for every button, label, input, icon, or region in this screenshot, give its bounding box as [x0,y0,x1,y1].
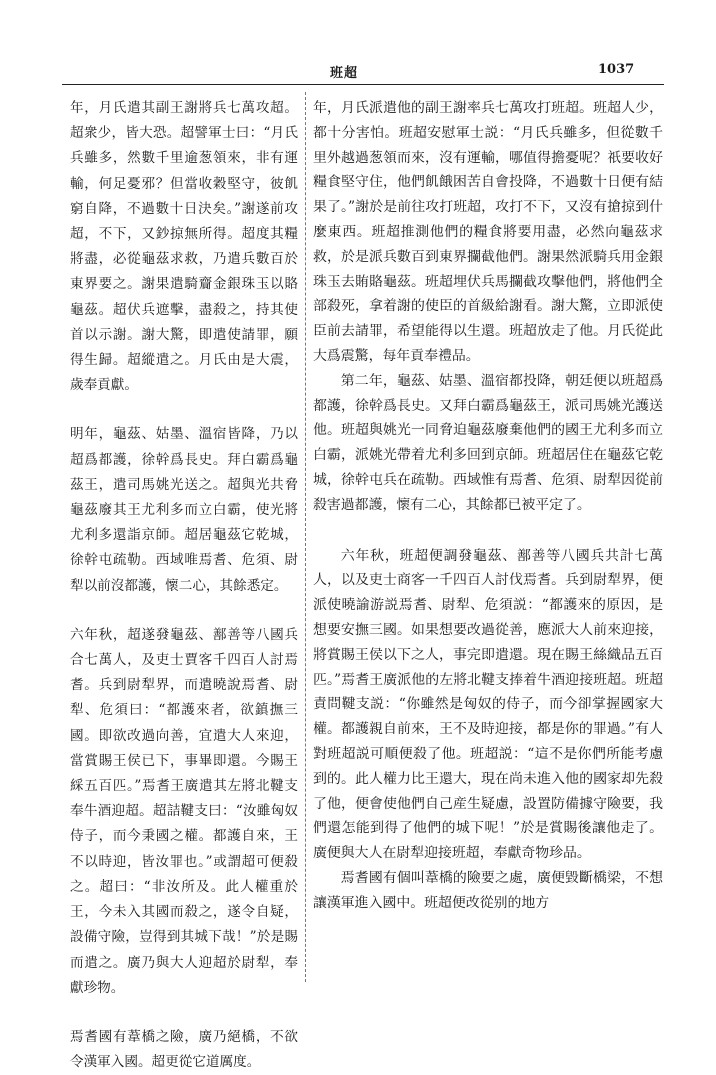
modern-paragraph-4: 焉耆國有個叫葦橋的險要之處，廣便毀斷橋梁，不想讓漢軍進入國中。班超便改從别的地方 [313,869,663,911]
classical-paragraph-1: 年，月氏遣其副王謝將兵七萬攻超。超衆少，皆大恐。超譬軍士曰：“月氏兵雖多，然數千里逾葱領來，非有運輸，何足憂邪？但當收穀堅守，彼飢窮自降，不過數十日決矣。”謝遂前攻超，不下，又鈔掠無所得。超度其糧將盡，必從龜茲求救，乃遣兵數百於東界要之。謝果遣騎齎金銀珠玉以賂龜茲。超伏兵遮擊，盡殺之，持其使首以示謝。謝大驚，即遣使請罪，願得生歸。超縱遣之。月氏由是大震，歲奉貢獻。 [70,100,298,394]
classical-paragraph-2: 明年，龜茲、姑墨、溫宿皆降，乃以超爲都護，徐幹爲長史。拜白霸爲龜茲王，遣司馬姚光送之。超與光共脅龜茲廢其王尤利多而立白霸，使光將尤利多還詣京師。超居龜茲它乾城，徐幹屯疏勒。西域唯焉耆、危須、尉犁以前沒都護，懷二心，其餘悉定。 [70,426,298,594]
header-rule [62,84,664,85]
classical-text-column [70,96,298,1071]
modern-translation-column [313,96,663,986]
classical-paragraph-4: 焉耆國有葦橋之險，廣乃絕橋，不欲令漢軍入國。超更從它道厲度。 [70,1028,298,1071]
modern-paragraph-2: 第二年，龜茲、姑墨、溫宿都投降，朝廷便以班超爲都護，徐幹爲長史。又拜白霸爲龜茲王，派司馬姚光護送他。班超與姚光一同脅迫龜茲廢棄他們的國王尤利多而立白霸，派姚光帶着尤利多回到京師。班超居住在龜茲它乾城，徐幹屯兵在疏勒。西域惟有焉耆、危須、尉犁因從前殺害過都護，懷有二心，其餘都已被平定了。 [313,372,663,513]
modern-paragraph-3: 六年秋，班超便調發龜茲、鄯善等八國兵共計七萬人，以及吏士商客一千四百人討伐焉耆。兵到尉犁界，便派使曉諭游説焉耆、尉犁、危須説：“都護來的原因，是想要安撫三國。如果想要改過從善，應派大人前來迎接，將賞賜王侯以下之人，事完即遣還。現在賜王絲織品五百匹。”焉耆王廣派他的左將北鞬支捧着牛酒迎接班超。班超責問鞬支説：“你雖然是匈奴的侍子，而今卻掌握國家大權。都護親自前來，王不及時迎接，都是你的罪過。”有人對班超説可順便殺了他。班超説：“這不是你們所能考慮到的。此人權力比王還大，現在尚未進入他的國家却先殺了他，便會使他們自己産生疑慮，設置防備據守險要，我們還怎能到得了他們的城下呢！”於是賞賜後讓他走了。廣便與大人在尉犁迎接班超，奉獻奇物珍品。 [313,547,663,862]
column-divider [305,92,306,982]
modern-paragraph-1: 年，月氏派遣他的副王謝率兵七萬攻打班超。班超人少，都十分害怕。班超安慰軍士説：“月氏兵雖多，但從數千里外越過葱領而來，沒有運輸，哪值得擔憂呢？祇要收好糧食堅守住，他們飢餓困苦自會投降，不過數十日便有結果了。”謝於是前往攻打班超，攻打不下，又沒有搶掠到什麼東西。班超推測他們的糧食將要用盡，必然向龜茲求救，於是派兵數百到東界攔截他們。謝果然派騎兵用金銀珠玉去賄賂龜茲。班超埋伏兵馬攔截攻擊他們，將他們全部殺死，拿着謝的使臣的首級給謝看。謝大驚，立即派使臣前去請罪，希望能得以生還。班超放走了他。月氏從此大爲震驚，每年貢奉禮品。 [313,100,663,364]
classical-paragraph-3: 六年秋，超遂發龜茲、鄯善等八國兵合七萬人，及吏士賈客千四百人討焉耆。兵到尉犁界，而遣曉說焉耆、尉犁、危須曰：“都護來者，欲鎮撫三國。即欲改過向善，宜遣大人來迎，當賞賜王侯已下，事畢即還。今賜王綵五百匹。”焉耆王廣遣其左將北鞬支奉牛酒迎超。超詰鞬支曰：“汝雖匈奴侍子，而今秉國之權。都護自來，王不以時迎，皆汝罪也。”或謂超可便殺之。超曰：“非汝所及。此人權重於王，今未入其國而殺之，遂令自疑，設備守險，豈得到其城下哉！”於是賜而遣之。廣乃與大人迎超於尉犁，奉獻珍物。 [70,626,298,996]
page-number: 1037 [598,62,635,77]
running-header-title: 班超 [330,66,359,81]
